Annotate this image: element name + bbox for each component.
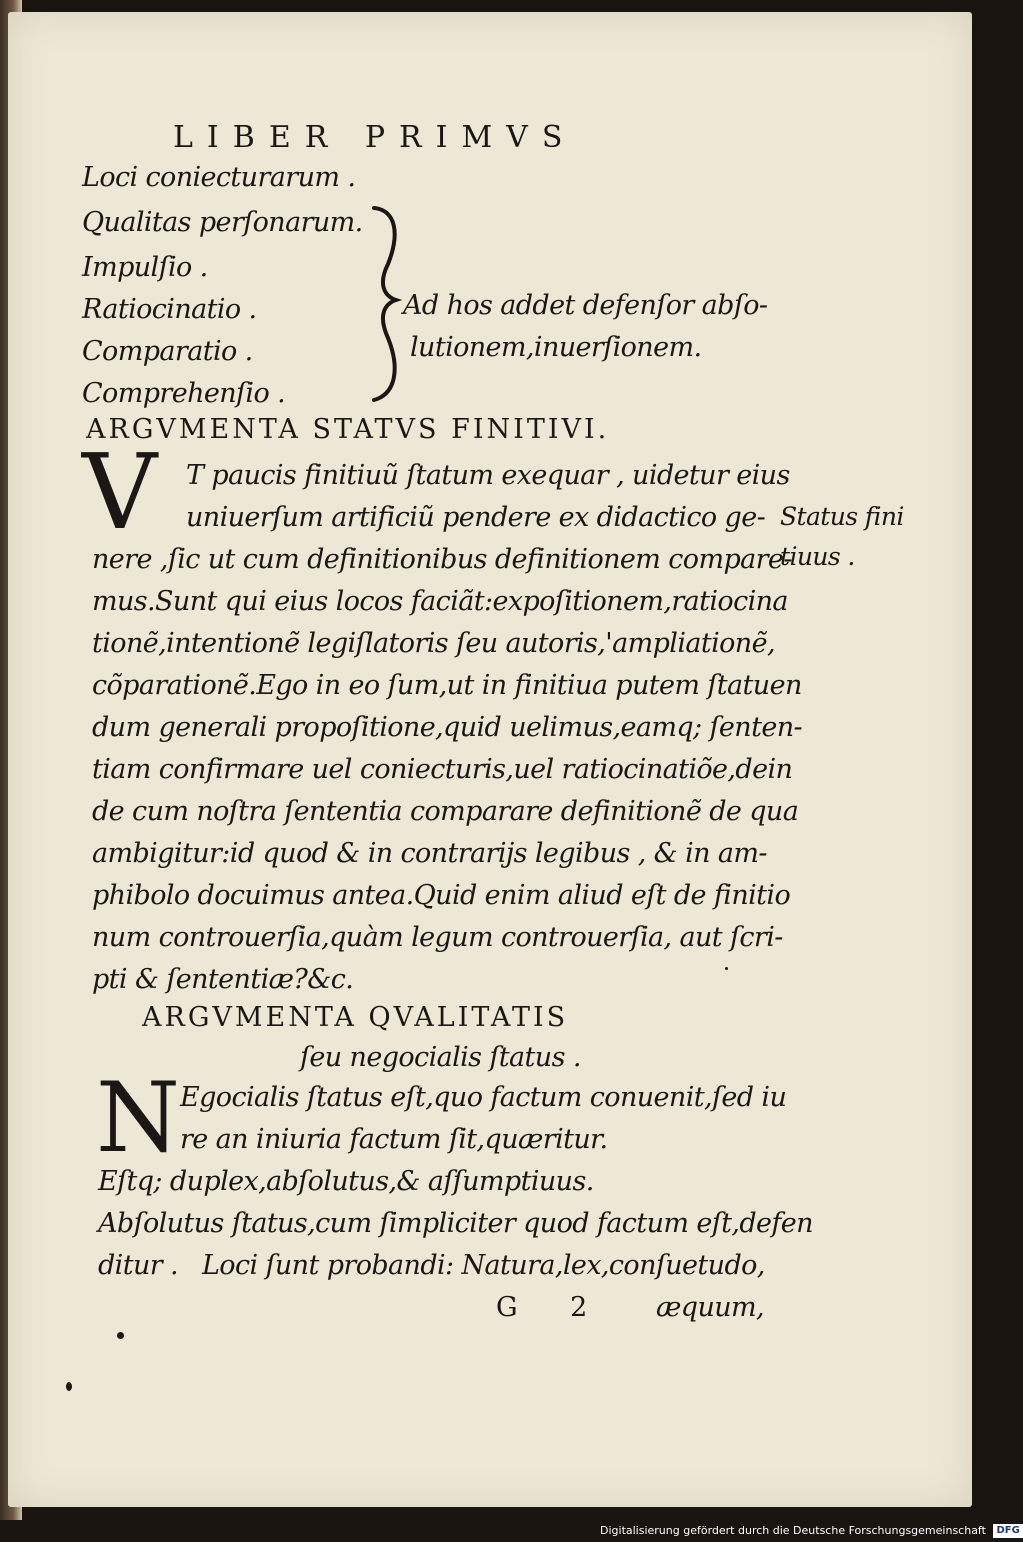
list-item: Qualitas perſonarum. bbox=[82, 207, 363, 238]
dfg-logo: DFG bbox=[993, 1524, 1022, 1538]
text-line: phibolo docuimus antea.Quid enim aliud eſt de finitio bbox=[92, 880, 791, 911]
text-line: Egocialis ſtatus eſt,quo factum conuenit,ſed iu bbox=[180, 1082, 787, 1113]
ink-speck bbox=[66, 1382, 72, 1391]
text-line: T paucis finitiuũ ſtatum exequar , uidetur eius bbox=[186, 460, 790, 491]
text-line: mus.Sunt qui eius locos faciãt:expoſitionem,ratiocina bbox=[92, 586, 788, 617]
catchword: æquum, bbox=[656, 1292, 765, 1323]
list-item: Comparatio . bbox=[82, 336, 253, 367]
drop-cap-v: V bbox=[82, 431, 158, 553]
text-line: cõparationẽ.Ego in eo ſum,ut in finitiua putem ſtatuen bbox=[92, 670, 802, 701]
text-line: Eſtq; duplex,abſolutus,& aſſumptiuus. bbox=[98, 1166, 594, 1197]
brace-note-line: Ad hos addet defenſor abſo- bbox=[403, 290, 768, 321]
margin-note-line: tiuus . bbox=[780, 542, 855, 571]
list-item: Ratiocinatio . bbox=[82, 294, 257, 325]
book-page bbox=[8, 12, 972, 1507]
ink-speck bbox=[117, 1332, 124, 1339]
brace-note-line: lutionem,inuerſionem. bbox=[410, 332, 702, 363]
text-line: nere ,ſic ut cum definitionibus definitionem compare- bbox=[92, 544, 792, 575]
text-line: pti & ſententiæ?&c. bbox=[92, 964, 354, 995]
list-item: Impulſio . bbox=[82, 252, 208, 283]
ink-speck bbox=[725, 967, 728, 970]
margin-note-line: Status fini bbox=[780, 502, 904, 531]
heading-qualitatis: ARGVMENTA QVALITATIS bbox=[142, 1002, 569, 1033]
running-head: LIBER PRIMVS bbox=[173, 120, 577, 155]
digitization-credit bbox=[600, 1521, 1020, 1541]
credit-text: Digitalisierung gefördert durch die Deutsche Forschungsgemeinschaft bbox=[600, 1524, 986, 1537]
subheading-negocialis: ſeu negocialis ſtatus . bbox=[300, 1042, 581, 1073]
text-line: ambigitur:id quod & in contrarijs legibus , & in am- bbox=[92, 838, 767, 869]
text-line: num controuerſia,quàm legum controuerſia, aut ſcri- bbox=[92, 922, 783, 953]
curly-brace bbox=[366, 204, 406, 404]
list-item: Loci coniecturarum . bbox=[82, 162, 356, 193]
drop-cap-n: N bbox=[96, 1062, 180, 1174]
text-line: de cum noſtra ſententia comparare definitionẽ de qua bbox=[92, 796, 799, 827]
text-line: ditur . Loci ſunt probandi: Natura,lex,conſuetudo, bbox=[98, 1250, 765, 1281]
text-line: re an iniuria factum ſit,quæritur. bbox=[180, 1124, 608, 1155]
text-line: tionẽ,intentionẽ legiſlatoris ſeu autoris,'ampliationẽ, bbox=[92, 628, 775, 659]
text-line: tiam confirmare uel coniecturis,uel ratiocinatiõe,dein bbox=[92, 754, 793, 785]
heading-status-finitivi: ARGVMENTA STATVS FINITIVI. bbox=[86, 414, 610, 445]
signature-mark: G 2 bbox=[496, 1292, 610, 1323]
list-item: Comprehenſio . bbox=[82, 378, 286, 409]
text-line: Abſolutus ſtatus,cum ſimpliciter quod factum eſt,defen bbox=[98, 1208, 813, 1239]
text-line: uniuerſum artificiũ pendere ex didactico ge- bbox=[186, 502, 766, 533]
text-line: dum generali propoſitione,quid uelimus,eamq; ſenten- bbox=[92, 712, 803, 743]
